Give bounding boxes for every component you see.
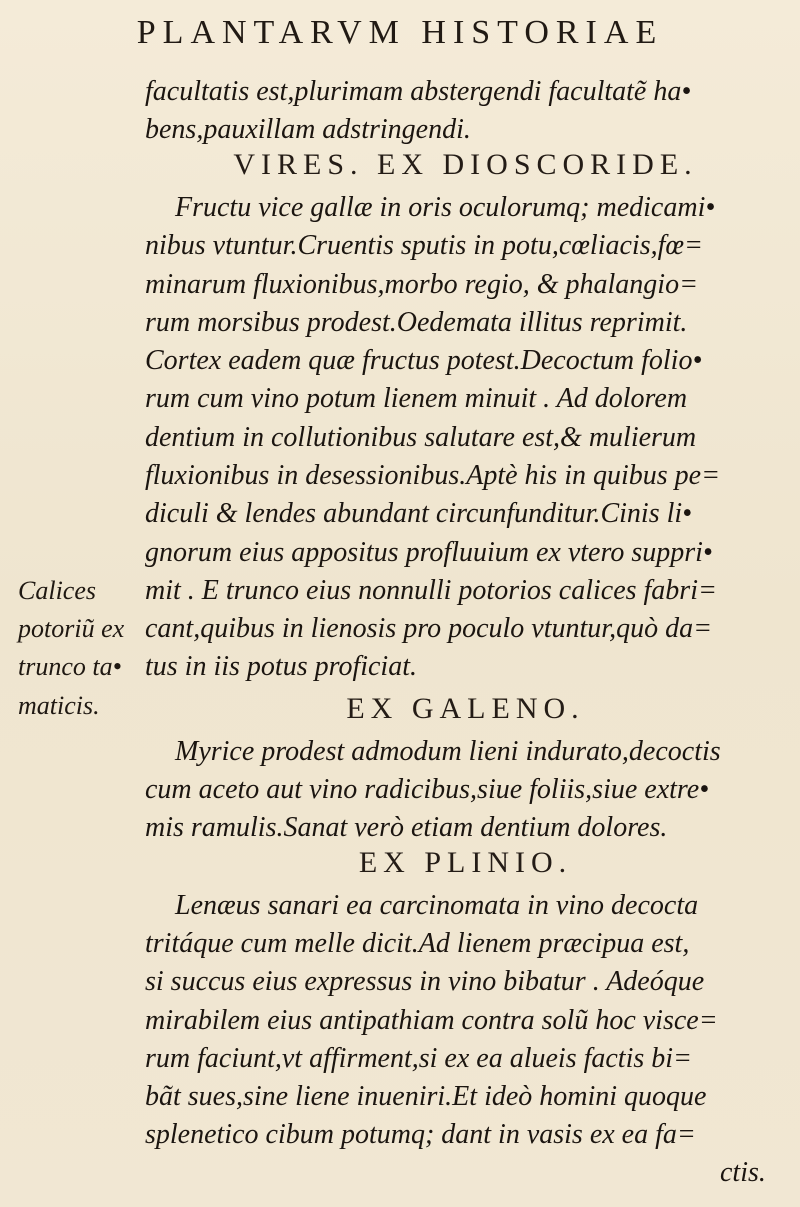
text-line: bãt sues,sine liene inueniri.Et ideò homini quoque bbox=[145, 1081, 707, 1112]
text-line: ctis. bbox=[720, 1157, 766, 1188]
section-heading-dioscoride: VIRES. EX DIOSCORIDE. bbox=[233, 148, 698, 181]
text-line: diculi & lendes abundant circunfunditur.Cinis li• bbox=[145, 498, 692, 529]
running-head: PLANTARVM HISTORIAE bbox=[136, 14, 664, 51]
text-line: gnorum eius appositus profluuium ex vtero suppri• bbox=[145, 537, 713, 568]
text-line: Lenæus sanari ea carcinomata in vino decocta bbox=[175, 890, 699, 921]
text-line: splenetico cibum potumq; dant in vasis ex ea fa= bbox=[145, 1119, 696, 1150]
section-heading-plinio: EX PLINIO. bbox=[358, 846, 573, 879]
text-line: mirabilem eius antipathiam contra solũ hoc visce= bbox=[145, 1005, 718, 1036]
text-line: Fructu vice gallæ in oris oculorumq; medicami• bbox=[175, 192, 716, 223]
text-line: rum morsibus prodest.Oedemata illitus reprimit. bbox=[145, 307, 688, 338]
text-line: dentium in collutionibus salutare est,& mulierum bbox=[145, 422, 697, 453]
text-line: Myrice prodest admodum lieni indurato,decoctis bbox=[175, 736, 721, 767]
section-heading-galeno: EX GALENO. bbox=[346, 692, 585, 725]
margin-note: trunco ta• bbox=[18, 652, 122, 681]
margin-note: maticis. bbox=[18, 691, 100, 720]
text-line: rum faciunt,vt affirment,si ex ea alueis factis bi= bbox=[145, 1043, 692, 1074]
text-line: nibus vtuntur.Cruentis sputis in potu,cœliacis,fœ= bbox=[145, 230, 703, 261]
margin-note: potoriũ ex bbox=[18, 614, 125, 643]
text-line: tus in iis potus proficiat. bbox=[145, 651, 417, 682]
text-line: facultatis est,plurimam abstergendi facultatẽ ha• bbox=[145, 76, 692, 107]
text-line: rum cum vino potum lienem minuit . Ad dolorem bbox=[145, 383, 688, 414]
margin-note: Calices bbox=[18, 576, 96, 605]
text-line: minarum fluxionibus,morbo regio, & phalangio= bbox=[145, 269, 698, 300]
text-line: si succus eius expressus in vino bibatur . Adeóque bbox=[145, 966, 705, 997]
text-line: cum aceto aut vino radicibus,siue foliis,siue extre• bbox=[145, 774, 709, 805]
text-line: mis ramulis.Sanat verò etiam dentium dolores. bbox=[145, 812, 668, 843]
text-line: Cortex eadem quæ fructus potest.Decoctum folio• bbox=[145, 345, 703, 376]
text-line: cant,quibus in lienosis pro poculo vtuntur,quò da= bbox=[145, 613, 712, 644]
text-line: fluxionibus in desessionibus.Aptè his in quibus pe= bbox=[145, 460, 720, 491]
text-line: mit . E trunco eius nonnulli potorios calices fabri= bbox=[145, 575, 717, 606]
text-line: tritáque cum melle dicit.Ad lienem præcipua est, bbox=[145, 928, 690, 959]
text-line: bens,pauxillam adstringendi. bbox=[145, 114, 471, 145]
